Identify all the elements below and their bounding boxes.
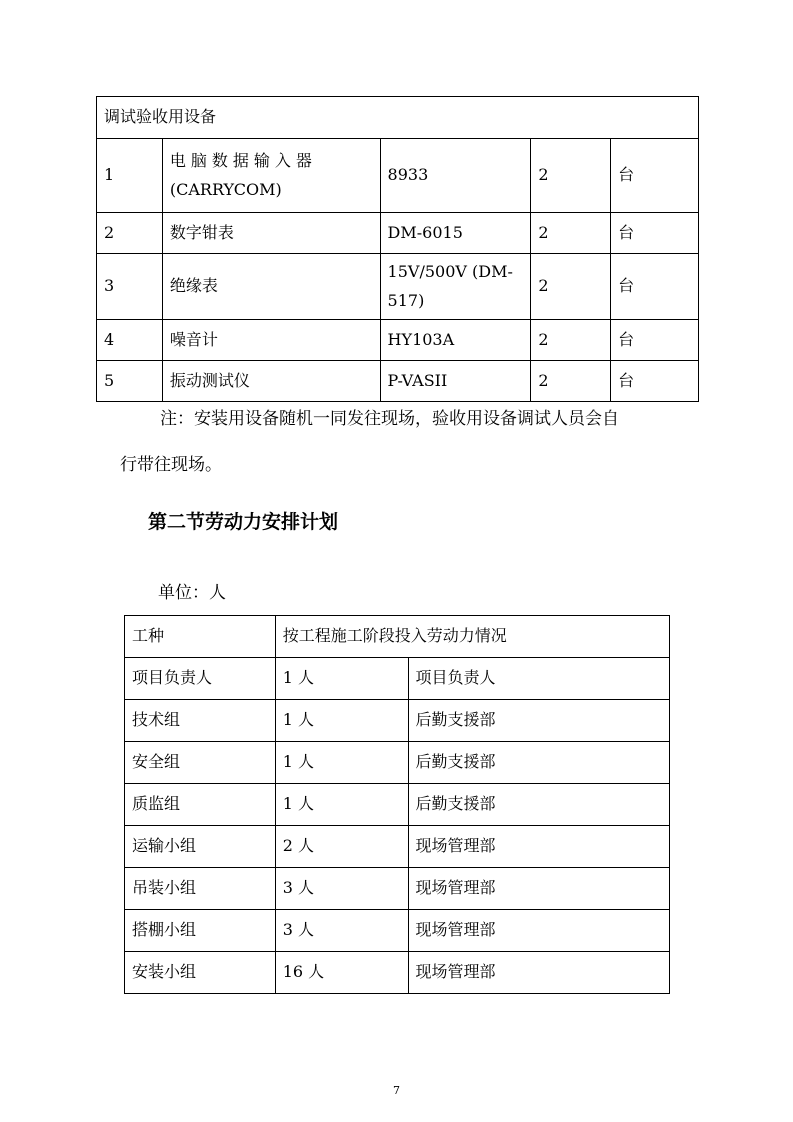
equipment-name-line2: (CARRYCOM) xyxy=(169,179,282,199)
equipment-unit: 台 xyxy=(611,254,699,320)
department: 后勤支援部 xyxy=(408,700,670,742)
note-line-2: 行带往现场。 xyxy=(120,455,222,475)
row-number: 1 xyxy=(97,139,163,213)
department: 现场管理部 xyxy=(408,910,670,952)
work-type: 项目负责人 xyxy=(125,658,276,700)
department: 项目负责人 xyxy=(408,658,670,700)
table-row xyxy=(125,910,670,952)
equipment-unit: 台 xyxy=(611,213,699,254)
equipment-unit: 台 xyxy=(611,320,699,361)
header-situation: 按工程施工阶段投入劳动力情况 xyxy=(275,616,669,658)
department: 现场管理部 xyxy=(408,952,670,994)
unit-label: 单位：人 xyxy=(158,583,226,603)
equipment-name: 噪音计 xyxy=(162,320,380,361)
table-row xyxy=(125,700,670,742)
worker-count: 16 人 xyxy=(275,952,408,994)
table-row xyxy=(97,320,699,361)
table-header-row xyxy=(97,97,699,139)
row-number: 4 xyxy=(97,320,163,361)
equipment-table xyxy=(96,96,699,402)
equipment-quantity: 2 xyxy=(531,213,611,254)
row-number: 2 xyxy=(97,213,163,254)
worker-count: 2 人 xyxy=(275,826,408,868)
equipment-quantity: 2 xyxy=(531,254,611,320)
equipment-name: 数字钳表 xyxy=(162,213,380,254)
equipment-name: 绝缘表 xyxy=(162,254,380,320)
note-line-1: 注：安装用设备随机一同发往现场，验收用设备调试人员会自 xyxy=(160,409,619,429)
department: 后勤支援部 xyxy=(408,784,670,826)
work-type: 安全组 xyxy=(125,742,276,784)
department: 后勤支援部 xyxy=(408,742,670,784)
table-row xyxy=(97,361,699,402)
work-type: 安装小组 xyxy=(125,952,276,994)
work-type: 搭棚小组 xyxy=(125,910,276,952)
row-number: 3 xyxy=(97,254,163,320)
equipment-quantity: 2 xyxy=(531,361,611,402)
equipment-quantity: 2 xyxy=(531,320,611,361)
equipment-model: P-VASII xyxy=(380,361,531,402)
table-row xyxy=(97,254,699,320)
equipment-unit: 台 xyxy=(611,139,699,213)
table-row xyxy=(125,658,670,700)
table-row xyxy=(125,952,670,994)
table-row xyxy=(97,139,699,213)
equipment-quantity: 2 xyxy=(531,139,611,213)
header-worktype: 工种 xyxy=(125,616,276,658)
work-type: 质监组 xyxy=(125,784,276,826)
table-row xyxy=(125,868,670,910)
worker-count: 1 人 xyxy=(275,658,408,700)
equipment-unit: 台 xyxy=(611,361,699,402)
row-number: 5 xyxy=(97,361,163,402)
worker-count: 3 人 xyxy=(275,868,408,910)
equipment-model: HY103A xyxy=(380,320,531,361)
department: 现场管理部 xyxy=(408,826,670,868)
labor-table xyxy=(124,615,670,994)
table-row xyxy=(125,742,670,784)
worker-count: 1 人 xyxy=(275,742,408,784)
department: 现场管理部 xyxy=(408,868,670,910)
equipment-table-header: 调试验收用设备 xyxy=(97,97,699,139)
work-type: 吊装小组 xyxy=(125,868,276,910)
worker-count: 1 人 xyxy=(275,700,408,742)
page-number: 7 xyxy=(393,1084,400,1097)
equipment-name xyxy=(162,139,380,213)
table-header-row xyxy=(125,616,670,658)
work-type: 运输小组 xyxy=(125,826,276,868)
table-row xyxy=(97,213,699,254)
table-row xyxy=(125,826,670,868)
equipment-model: DM-6015 xyxy=(380,213,531,254)
equipment-model: 8933 xyxy=(380,139,531,213)
section-title: 第二节劳动力安排计划 xyxy=(148,511,339,533)
work-type: 技术组 xyxy=(125,700,276,742)
equipment-name: 振动测试仪 xyxy=(162,361,380,402)
equipment-name-line1: 电脑数据输入器 xyxy=(169,150,317,170)
table-row xyxy=(125,784,670,826)
equipment-model: 15V/500V (DM-517) xyxy=(380,254,531,320)
worker-count: 3 人 xyxy=(275,910,408,952)
worker-count: 1 人 xyxy=(275,784,408,826)
